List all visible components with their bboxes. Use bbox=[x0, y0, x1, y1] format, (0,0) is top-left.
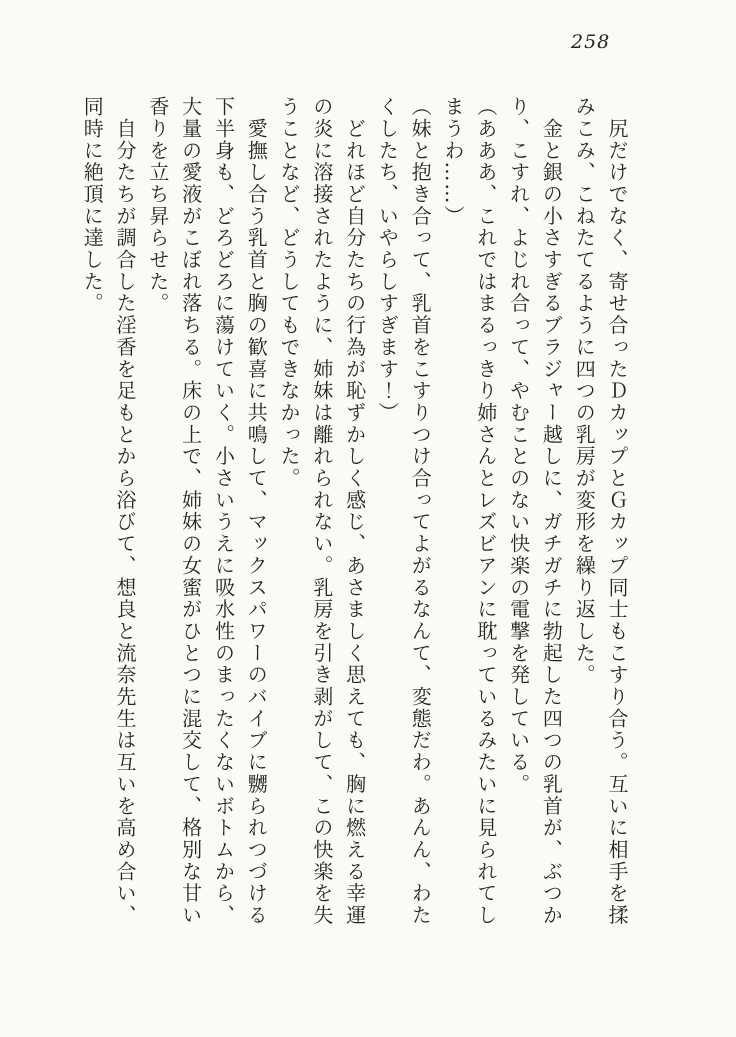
text-line-p3-2: まうわ……） bbox=[441, 96, 466, 228]
text-line-p6-4: 香りを立ち昇らせた。 bbox=[145, 96, 170, 315]
vertical-text-block bbox=[75, 96, 633, 928]
text-line-p5-3: うことなど、どうしてもできなかった。 bbox=[277, 96, 302, 490]
text-line-p6-1: 愛撫し合う乳首と胸の歓喜に共鳴して、マックスパワーのバイブに嬲られつづける bbox=[244, 96, 269, 927]
text-line-p7-2: 同時に絶頂に達した。 bbox=[80, 96, 105, 315]
text-line-p5-2: の炎に溶接されたように、姉妹は離れられない。乳房を引き剥がして、この快楽を失 bbox=[309, 96, 334, 927]
text-line-p6-3: 大量の愛液がこぼれ落ちる。床の上で、姉妹の女蜜がひとつに混交して、格別な甘い bbox=[178, 96, 203, 927]
text-line-p1-2: みこみ、こねたてるように四つの乳房が変形を繰り返した。 bbox=[572, 96, 597, 686]
text-line-p4-1: （妹と抱き合って、乳首をこすりつけ合ってよがるなんて、変態だわ。あんん、わた bbox=[408, 96, 433, 927]
page-number: 258 bbox=[571, 31, 611, 53]
text-line-p7-1: 自分たちが調合した淫香を足もとから浴びて、想良と流奈先生は互いを高め合い、 bbox=[113, 96, 138, 927]
text-line-p2-2: り、こすれ、よじれ合って、やむことのない快楽の電撃を発している。 bbox=[506, 96, 531, 796]
text-line-p5-1: どれほど自分たちの行為が恥ずかしく感じ、あさましく思えても、胸に燃える幸運 bbox=[342, 96, 367, 927]
text-line-p4-2: くしたち、いやらしすぎます！） bbox=[375, 96, 400, 424]
text-line-p3-1: （あああ、これではまるっきり姉さんとレズビアンに耽っているみたいに見られてし bbox=[473, 96, 498, 927]
text-line-p6-2: 下半身も、どろどろに蕩けていく。小さいうえに吸水性のまったくないボトムから、 bbox=[211, 96, 236, 927]
text-line-p1-1: 尻だけでなく、寄せ合ったＤカップとＧカップ同士もこすり合う。互いに相手を揉 bbox=[605, 96, 629, 927]
text-line-p2-1: 金と銀の小さすぎるブラジャー越しに、ガチガチに勃起した四つの乳首が、ぶつか bbox=[539, 96, 564, 927]
